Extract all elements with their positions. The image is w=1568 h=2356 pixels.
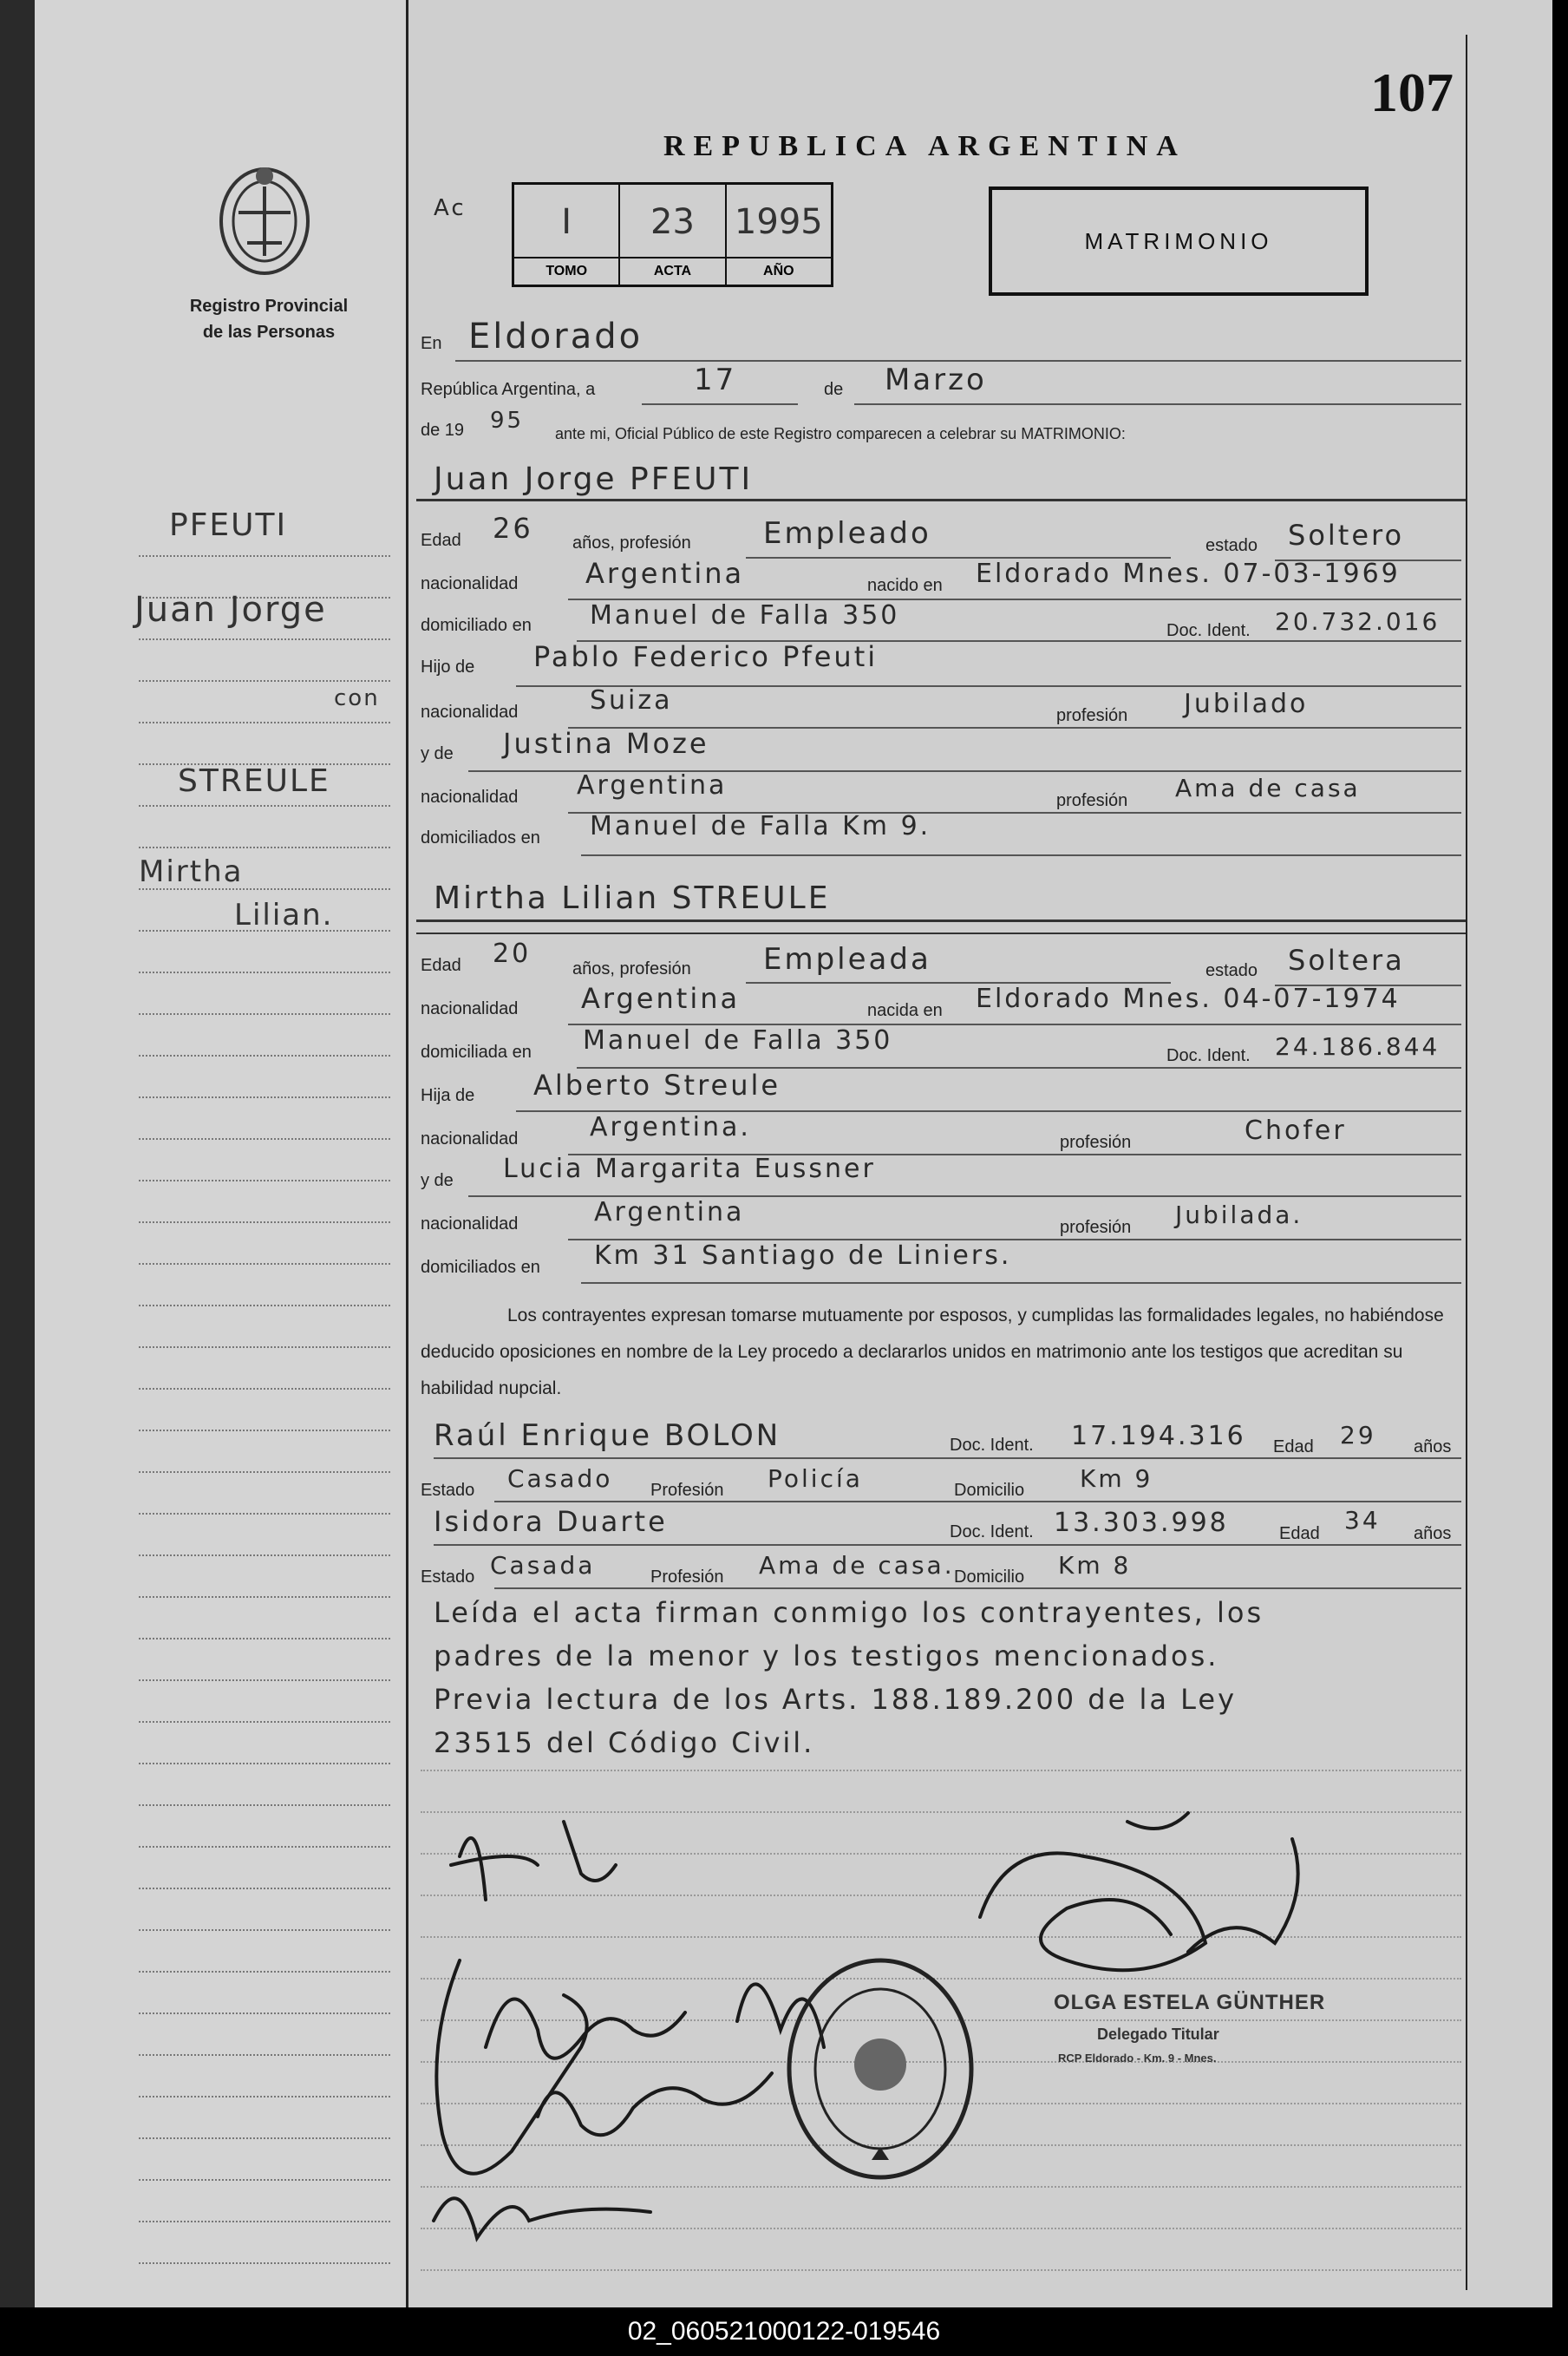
footer-id: 02_060521000122-019546 [0, 2307, 1568, 2356]
acta-value: 23 [650, 202, 695, 242]
margin-dotted-line [139, 1929, 390, 1931]
bride-name: Mirtha Lilian STREULE [434, 880, 831, 916]
signature-dotted-line [421, 1770, 1461, 1771]
groom-mother: Justina Moze [503, 727, 709, 760]
label-anios-prof: años, profesión [572, 533, 691, 553]
margin-dotted-line [139, 2137, 390, 2139]
groom-father-nat: Suiza [590, 685, 673, 716]
bride-age: 20 [493, 939, 532, 969]
witness1-status: Casado [507, 1464, 613, 1493]
label-en: En [421, 334, 442, 353]
label-edad: Edad [421, 531, 461, 550]
label-anios: años [1414, 1524, 1452, 1543]
label-nacionalidad: nacionalidad [421, 999, 519, 1018]
label-profesion: Profesión [650, 1567, 724, 1587]
officer-office: RCP Eldorado - Km. 9 - Mnes. [1058, 2052, 1217, 2065]
label-estado: estado [1205, 961, 1258, 980]
margin-dotted-line [139, 972, 390, 973]
margin-dotted-line [139, 1346, 390, 1348]
note-line-1: Leída el acta firman conmigo los contrayentes, los [434, 1596, 1264, 1629]
groom-nationality: Argentina [585, 557, 745, 590]
tomo-value: I [561, 202, 572, 242]
left-margin [35, 0, 408, 2307]
tomo-label: TOMO [514, 257, 618, 285]
label-hija: Hija de [421, 1086, 475, 1105]
label-estado: estado [1205, 536, 1258, 555]
officer-title: Delegado Titular [1097, 2026, 1219, 2043]
acta-prefix: Ac [434, 195, 467, 221]
margin-dotted-line [139, 1305, 390, 1306]
label-profesion: profesión [1056, 791, 1128, 810]
margin-name2a: Mirtha [139, 854, 244, 889]
bride-born: Eldorado Mnes. 04-07-1974 [976, 984, 1401, 1014]
witness2-doc: 13.303.998 [1054, 1508, 1229, 1538]
label-nacionalidad: nacionalidad [421, 1129, 519, 1149]
label-profesion: Profesión [650, 1481, 724, 1500]
witness1-age: 29 [1340, 1421, 1376, 1450]
witness2-profession: Ama de casa. [759, 1551, 955, 1580]
acta-label: ACTA [620, 257, 724, 285]
margin-dotted-line [139, 2054, 390, 2056]
margin-dotted-line [139, 638, 390, 640]
margin-dotted-line [139, 1846, 390, 1848]
day: 17 [694, 363, 737, 397]
official-stamp-icon [781, 1952, 980, 2186]
label-republica: República Argentina, a [421, 380, 596, 399]
label-nacionalidad: nacionalidad [421, 788, 519, 807]
groom-father: Pablo Federico Pfeuti [533, 640, 879, 673]
label-y-de: y de [421, 1171, 454, 1190]
groom-address: Manuel de Falla 350 [590, 600, 900, 631]
margin-dotted-line [139, 722, 390, 723]
margin-dotted-line [139, 1471, 390, 1473]
registry-line1: Registro Provincial [189, 297, 349, 316]
note-line-2: padres de la menor y los testigos mencionados. [434, 1639, 1219, 1672]
margin-dotted-line [139, 1388, 390, 1390]
margin-name1: Juan Jorge [134, 590, 327, 630]
label-profesion: profesión [1060, 1133, 1132, 1152]
witness2-name: Isidora Duarte [434, 1505, 668, 1538]
margin-dotted-line [139, 680, 390, 682]
label-ante: ante mi, Oficial Público de este Registro comparecen a celebrar su MATRIMONIO: [555, 425, 1126, 442]
groom-profession: Empleado [763, 516, 931, 551]
margin-dotted-line [139, 1596, 390, 1598]
margin-dotted-line [139, 805, 390, 807]
label-domiciliado: domiciliado en [421, 616, 532, 635]
label-edad: Edad [1279, 1524, 1320, 1543]
groom-born: Eldorado Mnes. 07-03-1969 [976, 559, 1401, 589]
margin-surname2: STREULE [178, 763, 330, 799]
margin-dotted-line [139, 1638, 390, 1639]
label-y-de: y de [421, 744, 454, 763]
anio-label: AÑO [727, 257, 831, 285]
bride-status: Soltera [1288, 944, 1405, 977]
margin-dotted-line [139, 1971, 390, 1973]
label-domiciliados: domiciliados en [421, 828, 540, 848]
label-doc: Doc. Ident. [1166, 621, 1251, 640]
label-nacido: nacido en [867, 576, 943, 595]
label-edad: Edad [421, 956, 461, 975]
groom-mother-nat: Argentina [577, 770, 728, 801]
margin-dotted-line [139, 2012, 390, 2014]
margin-con: con [334, 685, 380, 711]
margin-dotted-line [139, 1221, 390, 1223]
book-spine [0, 0, 35, 2307]
label-profesion: profesión [1056, 706, 1128, 725]
margin-dotted-line [139, 2262, 390, 2264]
margin-dotted-line [139, 1804, 390, 1806]
label-nacida: nacida en [867, 1001, 943, 1020]
margin-dotted-line [139, 1763, 390, 1764]
margin-dotted-line [139, 1721, 390, 1723]
label-domiciliados: domiciliados en [421, 1258, 540, 1277]
label-hijo: Hijo de [421, 658, 475, 677]
right-border [1466, 35, 1467, 2290]
label-doc: Doc. Ident. [950, 1522, 1034, 1541]
bride-mother-prof: Jubilada. [1175, 1201, 1303, 1229]
margin-dotted-line [139, 1055, 390, 1057]
margin-dotted-line [139, 1013, 390, 1015]
place: Eldorado [468, 317, 644, 357]
groom-father-prof: Jubilado [1184, 689, 1309, 719]
bride-profession: Empleada [763, 942, 931, 977]
margin-dotted-line [139, 2096, 390, 2097]
margin-dotted-line [139, 1554, 390, 1556]
bride-mother-nat: Argentina [594, 1197, 745, 1227]
label-anios-prof: años, profesión [572, 959, 691, 978]
margin-dotted-line [139, 1888, 390, 1889]
witness1-profession: Policía [768, 1464, 863, 1493]
margin-name2b: Lilian. [234, 898, 334, 933]
margin-surname1: PFEUTI [169, 507, 288, 543]
label-nacionalidad: nacionalidad [421, 703, 519, 722]
margin-dotted-line [139, 2179, 390, 2181]
bride-doc: 24.186.844 [1275, 1032, 1441, 1061]
note-line-3: Previa lectura de los Arts. 188.189.200 de la Ley [434, 1683, 1237, 1716]
label-de19: de 19 [421, 421, 465, 440]
margin-dotted-line [139, 555, 390, 557]
month: Marzo [885, 363, 987, 397]
witness2-status: Casada [490, 1551, 596, 1580]
label-profesion: profesión [1060, 1218, 1132, 1237]
witness2-domicile: Km 8 [1058, 1551, 1132, 1580]
witness1-domicile: Km 9 [1080, 1464, 1153, 1493]
record-box [512, 182, 833, 287]
bride-father-prof: Chofer [1245, 1116, 1347, 1146]
margin-dotted-line [139, 1138, 390, 1140]
year-suffix: 95 [490, 408, 525, 434]
bride-father: Alberto Streule [533, 1069, 781, 1102]
note-line-4: 23515 del Código Civil. [434, 1726, 815, 1759]
groom-status: Soltero [1288, 519, 1405, 552]
bride-address: Manuel de Falla 350 [583, 1025, 893, 1056]
groom-age: 26 [493, 512, 533, 545]
bride-mother: Lucia Margarita Eussner [503, 1154, 876, 1184]
label-domicilio: Domicilio [954, 1481, 1025, 1500]
groom-mother-prof: Ama de casa [1175, 774, 1361, 802]
margin-dotted-line [139, 1180, 390, 1181]
margin-dotted-line [139, 1430, 390, 1431]
label-doc: Doc. Ident. [1166, 1046, 1251, 1065]
label-domiciliada: domiciliada en [421, 1043, 532, 1062]
groom-doc: 20.732.016 [1275, 607, 1441, 636]
witness1-doc: 17.194.316 [1071, 1421, 1246, 1451]
label-edad: Edad [1273, 1437, 1314, 1456]
margin-dotted-line [139, 1679, 390, 1681]
doc-type-box: MATRIMONIO [989, 187, 1369, 296]
ceremony-paragraph: Los contrayentes expresan tomarse mutuamente por esposos, y cumplidas las formalidades legales, no habiéndose deducido oposiciones en nombre de la Ley procedo a declararlos unidos en matrimonio ante los testigos que acreditan su habilidad nupcial. [421, 1306, 1444, 1398]
groom-parents-addr: Manuel de Falla Km 9. [590, 811, 931, 841]
label-doc: Doc. Ident. [950, 1436, 1034, 1455]
margin-dotted-line [139, 847, 390, 848]
label-de: de [824, 380, 844, 399]
groom-name: Juan Jorge PFEUTI [434, 461, 754, 497]
officer-name: OLGA ESTELA GÜNTHER [1054, 1991, 1326, 2014]
label-domicilio: Domicilio [954, 1567, 1025, 1587]
coat-of-arms-icon [217, 160, 312, 278]
witness2-age: 34 [1344, 1506, 1381, 1535]
label-nacionalidad: nacionalidad [421, 1214, 519, 1234]
anio-value: 1995 [734, 202, 823, 242]
margin-dotted-line [139, 1513, 390, 1515]
margin-dotted-line [139, 1263, 390, 1265]
bride-nationality: Argentina [581, 982, 741, 1015]
margin-dotted-line [139, 2221, 390, 2222]
label-anios: años [1414, 1437, 1452, 1456]
label-estado: Estado [421, 1567, 475, 1587]
witness1-name: Raúl Enrique BOLON [434, 1418, 781, 1453]
bride-parents-addr: Km 31 Santiago de Liniers. [594, 1240, 1012, 1271]
page-number: 107 [1370, 62, 1454, 123]
label-nacionalidad: nacionalidad [421, 574, 519, 593]
registry-line2: de las Personas [202, 323, 336, 342]
bride-father-nat: Argentina. [590, 1112, 751, 1142]
margin-dotted-line [139, 1096, 390, 1098]
label-estado: Estado [421, 1481, 475, 1500]
heading: REPUBLICA ARGENTINA [663, 130, 1186, 162]
